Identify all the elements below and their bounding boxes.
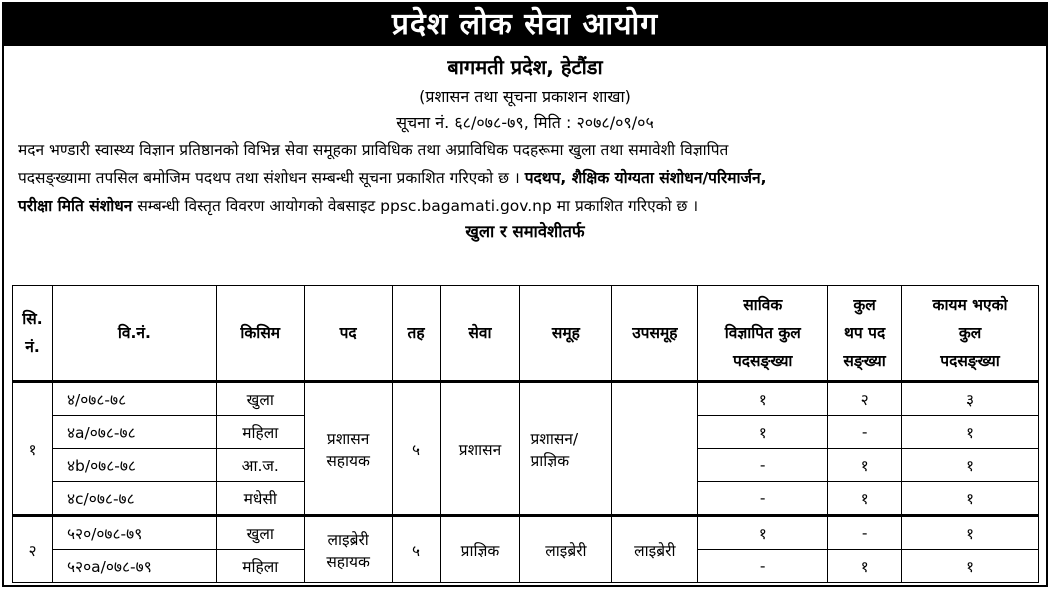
type-cell: खुला bbox=[216, 382, 304, 416]
type-cell: आ.ज. bbox=[216, 449, 304, 482]
prev-count-cell: - bbox=[698, 449, 828, 482]
added-count-cell: - bbox=[828, 416, 902, 449]
header-post: पद bbox=[304, 286, 392, 382]
vacancy-table bbox=[12, 285, 1039, 583]
header-type: किसिम bbox=[216, 286, 304, 382]
prev-count-cell: - bbox=[698, 482, 828, 516]
row-sn: १ bbox=[13, 382, 53, 516]
table-caption: खुला र समावेशीतर्फ bbox=[465, 222, 585, 241]
header-level: तह bbox=[392, 286, 440, 382]
header-previous-count: साविक विज्ञापित कुल पदसङ्ख्या bbox=[698, 286, 828, 382]
added-count-cell: १ bbox=[828, 482, 902, 516]
header-sn: सि. नं. bbox=[13, 286, 53, 382]
type-cell: मधेसी bbox=[216, 482, 304, 516]
adv-no-cell: ५२०a/०७८-७९ bbox=[52, 550, 216, 583]
table-header-row bbox=[13, 286, 1039, 382]
final-count-cell: १ bbox=[902, 550, 1039, 583]
subgroup-cell bbox=[612, 382, 698, 516]
subgroup-cell: लाइब्रेरी bbox=[612, 516, 698, 583]
final-count-cell: १ bbox=[902, 449, 1039, 482]
adv-no-cell: ४/०७८-७८ bbox=[52, 382, 216, 416]
notice-body bbox=[4, 134, 1046, 220]
level-cell: ५ bbox=[392, 516, 440, 583]
body-line-2 bbox=[18, 164, 1032, 192]
service-cell: प्राज्ञिक bbox=[440, 516, 520, 583]
adv-no-cell: ४c/०७८-७८ bbox=[52, 482, 216, 516]
post-cell: लाइब्रेरी सहायक bbox=[304, 516, 392, 583]
service-cell: प्रशासन bbox=[440, 382, 520, 516]
type-cell: महिला bbox=[216, 416, 304, 449]
adv-no-cell: ४b/०७८-७८ bbox=[52, 449, 216, 482]
final-count-cell: १ bbox=[902, 416, 1039, 449]
final-count-cell: ३ bbox=[902, 382, 1039, 416]
body-line-1: मदन भण्डारी स्वास्थ्य विज्ञान प्रतिष्ठानको विभिन्न सेवा समूहका प्राविधिक तथा अप्राविधिक पदहरूमा खुला तथा समावेशी विज्ञापित bbox=[18, 141, 729, 159]
header-service: सेवा bbox=[440, 286, 520, 382]
added-count-cell: १ bbox=[828, 550, 902, 583]
added-count-cell: १ bbox=[828, 449, 902, 482]
type-cell: खुला bbox=[216, 516, 304, 550]
header-group: समूह bbox=[520, 286, 612, 382]
level-cell: ५ bbox=[392, 382, 440, 516]
prev-count-cell: १ bbox=[698, 516, 828, 550]
prev-count-cell: - bbox=[698, 550, 828, 583]
branch-name: (प्रशासन तथा सूचना प्रकाशन शाखा) bbox=[419, 87, 631, 106]
body-line-3-bold: परीक्षा मिति संशोधन bbox=[18, 197, 133, 215]
adv-no-cell: ५२०/०७८-७९ bbox=[52, 516, 216, 550]
post-cell: प्रशासन सहायक bbox=[304, 382, 392, 516]
body-line-2-bold: पदथप, शैक्षिक योग्यता संशोधन/परिमार्जन, bbox=[524, 169, 767, 187]
added-count-cell: - bbox=[828, 516, 902, 550]
group-cell: लाइब्रेरी bbox=[520, 516, 612, 583]
body-line-3 bbox=[18, 192, 1032, 220]
added-count-cell: २ bbox=[828, 382, 902, 416]
prev-count-cell: १ bbox=[698, 382, 828, 416]
final-count-cell: १ bbox=[902, 482, 1039, 516]
final-count-cell: १ bbox=[902, 516, 1039, 550]
table-row bbox=[13, 382, 1039, 416]
header-subgroup: उपसमूह bbox=[612, 286, 698, 382]
header-added-count: कुल थप पद सङ्ख्या bbox=[828, 286, 902, 382]
header-final-count: कायम भएको कुल पदसङ्ख्या bbox=[902, 286, 1039, 382]
type-cell: महिला bbox=[216, 550, 304, 583]
adv-no-cell: ४a/०७८-७८ bbox=[52, 416, 216, 449]
table-row bbox=[13, 516, 1039, 550]
office-name: बागमती प्रदेश, हेटौंडा bbox=[447, 55, 603, 79]
header-adv-no: वि.नं. bbox=[52, 286, 216, 382]
notice-number: सूचना नं. ६८/०७८-७९, मिति : २०७८/०९/०५ bbox=[396, 113, 654, 132]
notice-page bbox=[2, 2, 1048, 587]
row-sn: २ bbox=[13, 516, 53, 583]
body-line-2-text: पदसङ्ख्यामा तपसिल बमोजिम पदथप तथा संशोधन सम्बन्धी सूचना प्रकाशित गरिएको छ । bbox=[18, 169, 525, 187]
commission-title-banner: प्रदेश लोक सेवा आयोग bbox=[4, 4, 1046, 46]
group-cell: प्रशासन/ प्राज्ञिक bbox=[520, 382, 612, 516]
prev-count-cell: १ bbox=[698, 416, 828, 449]
body-line-3-text: सम्बन्धी विस्तृत विवरण आयोगको वेबसाइट ppsc.bagamati.gov.np मा प्रकाशित गरिएको छ । bbox=[132, 197, 699, 215]
